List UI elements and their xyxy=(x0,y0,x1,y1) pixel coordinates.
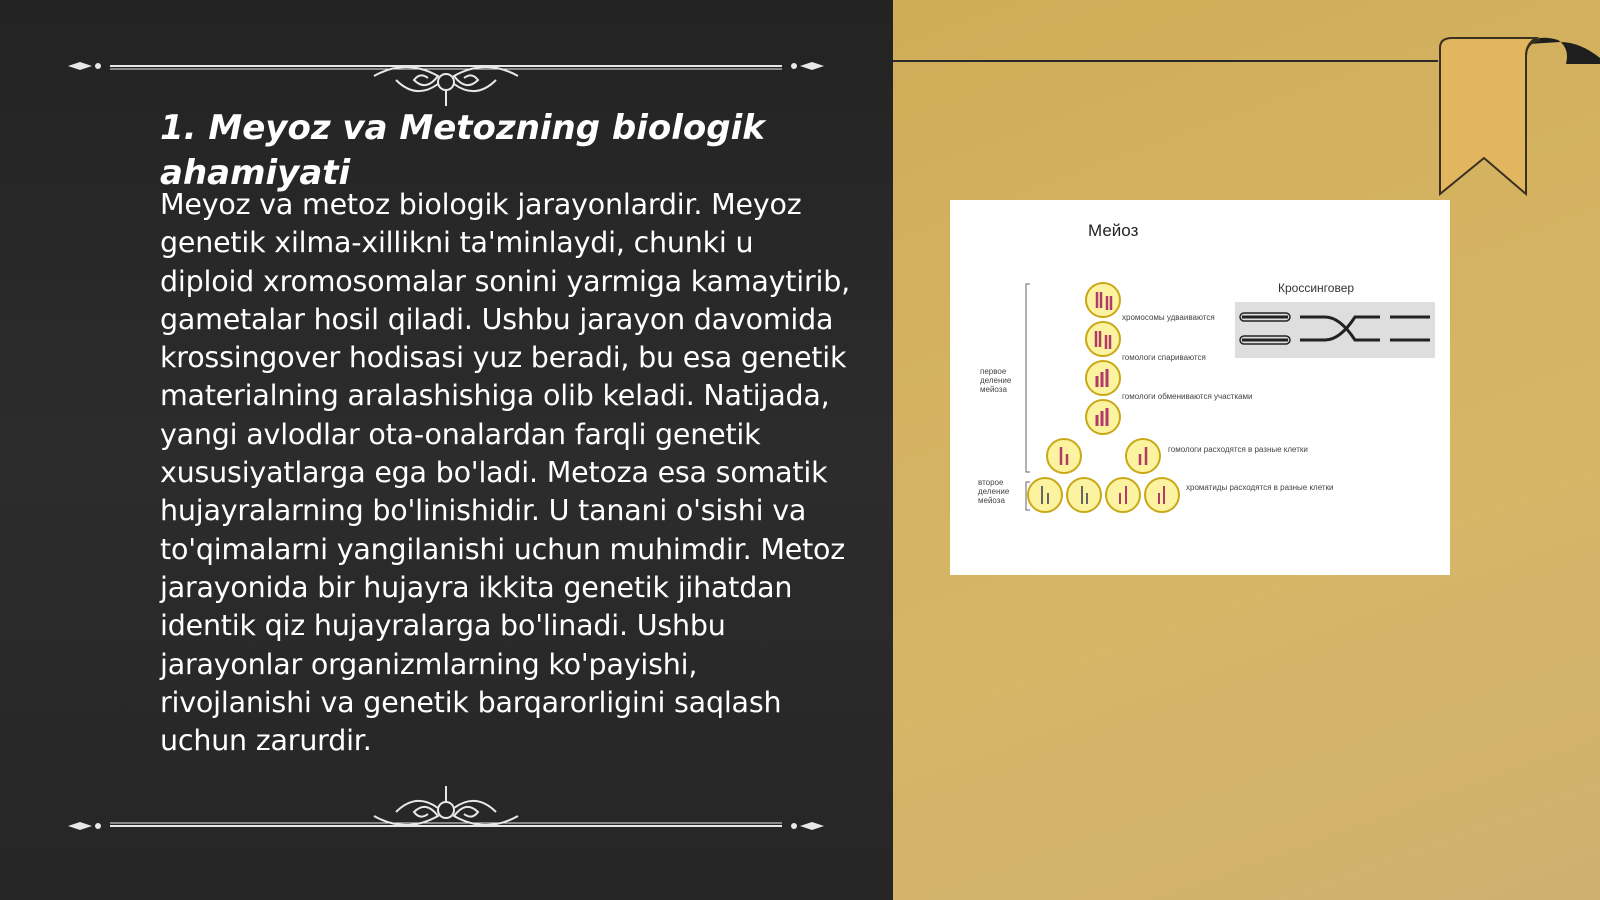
cell-6 xyxy=(1126,439,1160,473)
annotation-1: хромосомы удваиваются xyxy=(1122,313,1215,322)
diagram-title: Мейоз xyxy=(1088,221,1139,240)
division-bracket xyxy=(1026,284,1030,510)
meiosis-diagram xyxy=(950,200,1450,575)
header-rule xyxy=(893,60,1438,62)
annotation-5: хроматиды расходятся в разные клетки xyxy=(1186,483,1334,492)
cell-8 xyxy=(1067,478,1101,512)
bookmark-ribbon-icon xyxy=(1430,34,1600,204)
cell-2 xyxy=(1086,322,1120,356)
second-division-label: второе деление мейоза xyxy=(978,478,1010,505)
cell-3 xyxy=(1086,361,1120,395)
cell-9 xyxy=(1106,478,1140,512)
cell-1 xyxy=(1086,283,1120,317)
cell-10 xyxy=(1145,478,1179,512)
bottom-ornament-divider xyxy=(66,782,826,842)
top-ornament-divider xyxy=(66,50,826,110)
crossover-label: Кроссинговер xyxy=(1278,281,1355,295)
cell-7 xyxy=(1028,478,1062,512)
annotation-2: гомологи спариваются xyxy=(1122,353,1206,362)
annotation-3: гомологи обмениваются участками xyxy=(1122,392,1253,401)
slide-title: 1. Meyoz va Metozning biologik ahamiyati xyxy=(160,108,765,193)
annotation-4: гомологи расходятся в разные клетки xyxy=(1168,445,1308,454)
meiosis-diagram-graphic xyxy=(950,200,1450,575)
crossover-strip xyxy=(1235,302,1435,358)
cell-5 xyxy=(1047,439,1081,473)
first-division-label: первое деление мейоза xyxy=(980,367,1012,394)
cell-4 xyxy=(1086,400,1120,434)
slide-body-text: Meyoz va metoz biologik jarayonlardir. Meyoz genetik xilma-xillikni ta'minlaydi, chunki u diploid xromosomalar sonini yarmiga kamaytirib, gametalar hosil qiladi. Ushbu jarayon davomida krossingover hodisasi yuz beradi, bu esa genetik materialning aralashishiga olib keladi. Natijada, yangi avlodlar ota-onalardan farqli genetik xususiyatlarga ega bo'ladi. Metoza esa somatik hujayralarning bo'linishidir. U tanani o'sishi va to'qimalarni yangilanishi uchun muhimdir. Metoz jarayonida bir hujayra ikkita genetik jihatdan identik qiz hujayralarga bo'linadi. Ushbu jarayonlar organizmlarning ko'payishi, rivojlanishi va genetik barqarorligini saqlash uchun zarurdir. xyxy=(160,188,850,758)
